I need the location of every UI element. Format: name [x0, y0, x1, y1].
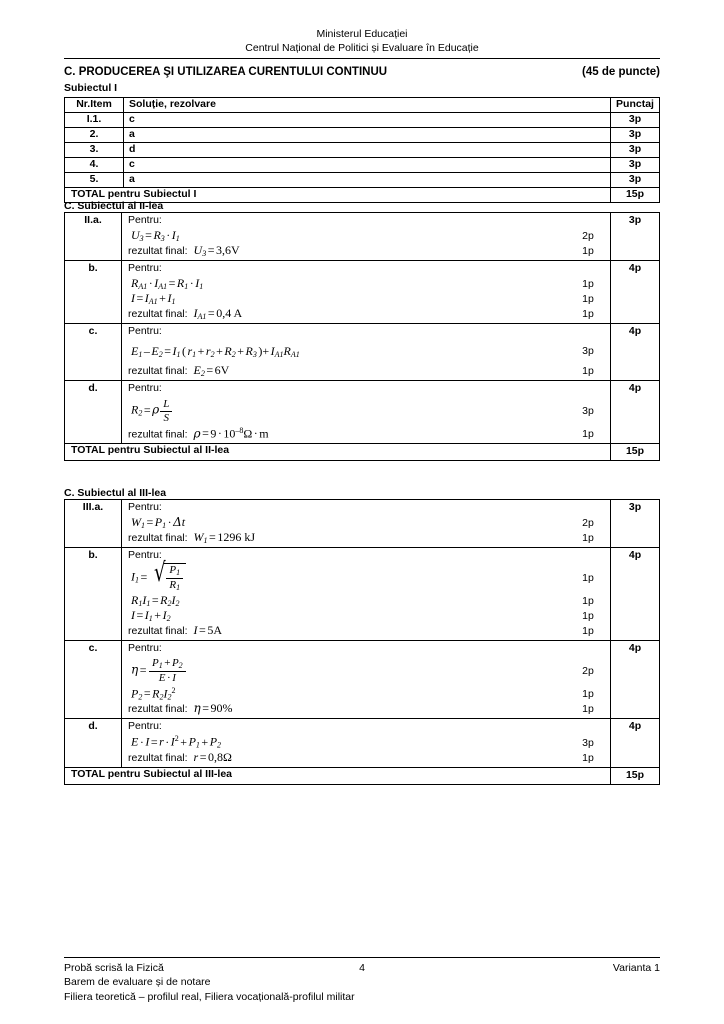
row-item: d.: [65, 719, 122, 767]
row-item: c.: [65, 324, 122, 381]
solution-line: [122, 686, 610, 701]
line-text: Pentru:: [128, 501, 162, 513]
solution-line: [122, 214, 610, 228]
line-formula: $R_2 = \rho$ $\frac{L}{S}$: [128, 398, 183, 424]
line-formula: $E_1 - E_2 = I_1$ ( $r_1 + r_2 + R_2 + R_3$ )+ $I_{A1}R_{A1}$: [128, 343, 300, 359]
line-formula: rezultat final: $U_3 = 3,6V$: [128, 243, 240, 258]
row-item: 4.: [65, 158, 124, 173]
row-item: 2.: [65, 128, 124, 143]
subiectul-3-label: C. Subiectul al III-lea: [64, 487, 167, 499]
row-item: b.: [65, 548, 122, 641]
line-formula: rezultat final: $W_1 = 1296$ kJ: [128, 530, 255, 545]
row-solution: [122, 381, 611, 444]
footer-page-number: 4: [359, 962, 365, 974]
header-solution: Soluție, rezolvare: [124, 98, 611, 113]
subiectul-1-label: Subiectul I: [64, 82, 118, 94]
row-solution: [122, 261, 611, 324]
line-points: 1p: [582, 625, 594, 637]
solution-line: [122, 228, 610, 243]
line-points: 1p: [582, 751, 594, 764]
row-item: 3.: [65, 143, 124, 158]
row-item: c.: [65, 641, 122, 719]
line-points: 1p: [582, 278, 594, 290]
ministry-line: Ministerul Educației: [316, 28, 408, 40]
row-points: 3p: [611, 173, 660, 188]
solution-line: [122, 291, 610, 306]
total-label: TOTAL pentru Subiectul al III-lea: [65, 767, 611, 784]
table-row: [65, 324, 660, 381]
line-formula: rezultat final: $I_{A1} = 0,4$ A: [128, 306, 243, 321]
row-solution: [122, 324, 611, 381]
row-solution: a: [124, 173, 611, 188]
solution-line: [122, 501, 610, 515]
footer-line-3: Filiera teoretică – profilul real, Filiera vocațională-profilul militar: [64, 990, 355, 1003]
line-points: 1p: [582, 245, 594, 257]
line-points: 1p: [582, 688, 594, 701]
footer-top-row: [64, 961, 660, 975]
solution-line: [122, 325, 610, 339]
line-points: 1p: [582, 532, 594, 544]
row-solution: [122, 548, 611, 641]
line-points: 1p: [582, 428, 594, 441]
table-total-row: [65, 767, 660, 784]
solution-line: [122, 656, 610, 686]
row-item: 5.: [65, 173, 124, 188]
row-points: 3p: [611, 213, 660, 261]
subiectul-2-label: C. Subiectul al II-lea: [64, 200, 164, 212]
line-points: 2p: [582, 665, 594, 677]
solution-line: [122, 549, 610, 563]
row-points: 4p: [611, 261, 660, 324]
line-formula: $P_2 = R_2I_2^2$: [128, 686, 176, 702]
row-solution: a: [124, 128, 611, 143]
line-points: 1p: [582, 308, 594, 320]
table-subiectul-1: [64, 97, 660, 203]
total-label: TOTAL pentru Subiectul I: [65, 188, 611, 203]
line-formula: rezultat final: $\rho = 9 \cdot 10^{-8}\Omega \cdot m$: [128, 426, 269, 441]
footer-variant: Varianta 1: [612, 962, 660, 974]
footer-line-2: Barem de evaluare și de notare: [64, 976, 211, 989]
table-row: [65, 128, 660, 143]
line-points: 1p: [582, 572, 594, 584]
row-points: 3p: [611, 128, 660, 143]
row-points: 3p: [611, 113, 660, 128]
footer-exam-name: Probă scrisă la Fizică: [64, 962, 164, 974]
table-subiectul-2: [64, 212, 660, 461]
line-text: Pentru:: [128, 382, 162, 394]
line-formula: $W_1 = P_1 \cdot \Delta t$: [128, 515, 186, 530]
line-formula: rezultat final: I = 5A: [128, 623, 222, 637]
line-text: Pentru:: [128, 262, 162, 274]
solution-line: [122, 608, 610, 623]
table-row: [65, 719, 660, 767]
page-title-row: [64, 66, 660, 78]
row-points: 3p: [611, 143, 660, 158]
line-points: 3p: [582, 405, 594, 417]
solution-line: [122, 243, 610, 258]
solution-line: [122, 426, 610, 441]
header-punctaj: Punctaj: [611, 98, 660, 113]
row-solution: [122, 213, 611, 261]
table-row: [65, 548, 660, 641]
solution-line: [122, 515, 610, 530]
table-total-row: [65, 444, 660, 461]
table-row: [65, 641, 660, 719]
total-label: TOTAL pentru Subiectul al II-lea: [65, 444, 611, 461]
row-item: II.a.: [65, 213, 122, 261]
line-text: Pentru:: [128, 549, 162, 561]
solution-line: [122, 396, 610, 426]
row-points: 3p: [611, 158, 660, 173]
solution-line: [122, 734, 610, 749]
line-text: Pentru:: [128, 325, 162, 337]
center-line: Centrul Național de Politici și Evaluare în Educație: [245, 41, 479, 54]
solution-line: [122, 276, 610, 291]
row-item: d.: [65, 381, 122, 444]
header-divider: [64, 58, 660, 59]
row-item: I.1.: [65, 113, 124, 128]
line-points: 3p: [582, 345, 594, 357]
solution-line: [122, 558, 610, 593]
line-points: 1p: [582, 703, 594, 716]
footer-divider: [64, 957, 660, 958]
table-subiectul-3: [64, 499, 660, 785]
line-formula: rezultat final: η = 90%: [128, 701, 233, 716]
total-points: 15p: [611, 767, 660, 784]
line-formula: $I = I_{A1} + I_1$: [128, 291, 176, 306]
line-points: 2p: [582, 230, 594, 242]
solution-line: [122, 339, 610, 363]
line-formula: $U_3 = R_3 \cdot I_1$: [128, 228, 180, 243]
table-row: [65, 173, 660, 188]
row-solution: c: [124, 158, 611, 173]
line-text: Pentru:: [128, 214, 162, 226]
line-points: 1p: [582, 293, 594, 305]
table-row: [65, 113, 660, 128]
row-points: 4p: [611, 324, 660, 381]
line-formula: $I_1$ = √ $\frac{P_1}{R_1}$: [128, 563, 196, 593]
row-item: III.a.: [65, 500, 122, 548]
line-formula: $R_1I_1 = R_2I_2$: [128, 593, 180, 608]
line-formula: η = $\frac{P_1 + P_2}{E \cdot I}$: [128, 657, 197, 684]
row-solution: c: [124, 113, 611, 128]
solution-line: [122, 623, 610, 638]
table-row: [65, 158, 660, 173]
line-points: 3p: [582, 736, 594, 749]
solution-line: [122, 363, 610, 378]
solution-line: [122, 306, 610, 321]
line-formula: $E \cdot I = r \cdot I^2 + P_1 + P_2$: [128, 734, 222, 750]
header-nr-item: Nr.Item: [65, 98, 124, 113]
solution-line: [122, 262, 610, 276]
line-points: 1p: [582, 595, 594, 607]
row-item: b.: [65, 261, 122, 324]
line-formula: rezultat final: $E_2 = 6V$: [128, 363, 230, 378]
row-points: 4p: [611, 381, 660, 444]
solution-line: [122, 382, 610, 396]
line-points: 2p: [582, 517, 594, 529]
line-text: Pentru:: [128, 720, 162, 733]
title-points: (45 de puncte): [582, 66, 660, 78]
page-title: C. PRODUCEREA ŞI UTILIZAREA CURENTULUI CONTINUU: [64, 66, 388, 78]
total-points: 15p: [611, 188, 660, 203]
row-points: 4p: [611, 548, 660, 641]
row-points: 3p: [611, 500, 660, 548]
row-points: 4p: [611, 641, 660, 719]
line-points: 1p: [582, 365, 594, 377]
solution-line: [122, 720, 610, 734]
line-formula: $R_{A1} \cdot I_{A1} = R_1 \cdot I_1$: [128, 276, 204, 291]
row-solution: [122, 641, 611, 719]
total-points: 15p: [611, 444, 660, 461]
table-row: [65, 261, 660, 324]
line-formula: $I = I_1 + I_2$: [128, 608, 171, 623]
line-points: 1p: [582, 610, 594, 622]
document-footer: [64, 961, 660, 1004]
table-row: [65, 500, 660, 548]
document-header: [64, 28, 660, 56]
row-points: 4p: [611, 719, 660, 767]
row-solution: d: [124, 143, 611, 158]
line-text: Pentru:: [128, 642, 162, 654]
table-row: [65, 143, 660, 158]
table-row: [65, 381, 660, 444]
solution-line: [122, 593, 610, 608]
row-solution: [122, 719, 611, 767]
table-row: [65, 213, 660, 261]
solution-line: [122, 642, 610, 656]
solution-line: [122, 530, 610, 545]
solution-line: [122, 701, 610, 716]
solution-line: [122, 750, 610, 765]
line-formula: rezultat final: r = 0,8Ω: [128, 749, 232, 764]
table-header-row: [65, 98, 660, 113]
row-solution: [122, 500, 611, 548]
